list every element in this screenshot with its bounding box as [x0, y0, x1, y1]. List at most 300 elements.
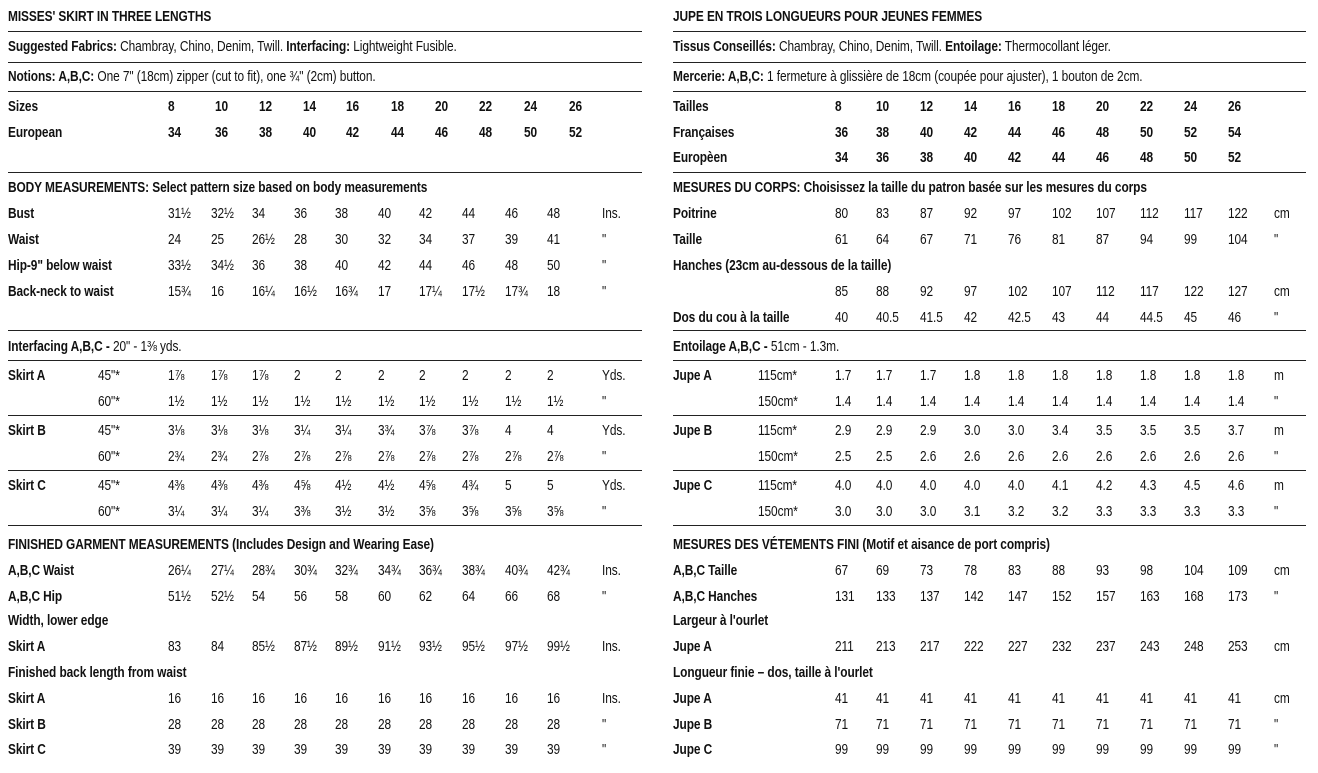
- divider: [673, 360, 1306, 361]
- size-cell: 36: [876, 150, 890, 166]
- size-cell: 10: [876, 99, 890, 115]
- value-cell: 99: [1184, 232, 1198, 248]
- row-label: A,B,C Hip: [8, 588, 63, 605]
- value-cell: 3.3: [1096, 503, 1113, 520]
- text-line: [673, 35, 1111, 60]
- value-cell: 67: [920, 232, 934, 248]
- unit-label: ": [602, 742, 607, 758]
- value-cell: 16¾: [335, 284, 358, 300]
- value-cell: 16: [419, 691, 433, 707]
- text-row: [673, 609, 1306, 634]
- value-cell: 253: [1228, 639, 1248, 655]
- value-cell: 39: [168, 742, 182, 758]
- value-cell: 41: [1052, 691, 1066, 707]
- value-cell: 3⅞: [419, 423, 436, 439]
- value-cell: 3.3: [1140, 503, 1157, 520]
- value-cell: 107: [1052, 284, 1072, 300]
- fabric-width: 45"*: [98, 368, 120, 384]
- text-line: [673, 335, 839, 360]
- value-cell: 2⅞: [294, 448, 311, 465]
- value-cell: 42.5: [1008, 310, 1031, 326]
- divider: [8, 62, 642, 63]
- value-cell: 99: [1140, 742, 1154, 758]
- size-cell: 42: [1008, 150, 1022, 166]
- value-cell: 1.4: [1184, 393, 1201, 410]
- value-cell: 28: [419, 716, 433, 733]
- divider: [8, 330, 642, 331]
- text-line: [8, 335, 182, 360]
- value-cell: 3.3: [1228, 503, 1245, 520]
- value-cell: 1.4: [1228, 393, 1245, 410]
- value-cell: 87: [1096, 232, 1110, 248]
- value-cell: 46: [505, 206, 519, 222]
- value-cell: 32½: [211, 206, 234, 222]
- value-cell: 211: [835, 639, 854, 655]
- divider: [8, 91, 642, 92]
- unit-label: ": [1274, 742, 1279, 758]
- size-cell: 22: [479, 99, 493, 115]
- value-cell: 3.2: [1052, 503, 1069, 520]
- chart-title: JUPE EN TROIS LONGUEURS POUR JEUNES FEMMES: [673, 9, 983, 25]
- value-cell: 3⅛: [252, 423, 269, 439]
- value-cell: 32: [378, 232, 392, 248]
- value-cell: 1.4: [1052, 393, 1069, 410]
- value-cell: 28: [462, 716, 476, 733]
- size-cell: 38: [920, 150, 934, 166]
- value-cell: 122: [1184, 284, 1204, 300]
- value-cell: 83: [876, 206, 890, 222]
- yardage-row: [8, 390, 642, 415]
- value-cell: 2.6: [1228, 448, 1245, 465]
- value-cell: 4: [505, 423, 512, 439]
- size-label: European: [8, 124, 63, 141]
- value-cell: 4.1: [1052, 478, 1069, 494]
- row-label: Skirt C: [8, 742, 46, 758]
- value-cell: 44: [1096, 310, 1110, 326]
- value-cell: 36¾: [419, 563, 442, 579]
- value-cell: 94: [1140, 232, 1154, 248]
- size-cell: 48: [1140, 150, 1154, 166]
- size-cell: 46: [1096, 150, 1110, 166]
- text-row: [673, 65, 1306, 90]
- value-cell: 3¾: [378, 423, 395, 439]
- value-cell: 3¼: [168, 503, 185, 520]
- value-cell: 3.0: [876, 503, 893, 520]
- unit-label: Ins.: [602, 691, 621, 707]
- divider: [8, 172, 642, 173]
- data-row: [8, 202, 642, 227]
- value-cell: 28: [252, 716, 266, 733]
- unit-label: cm: [1274, 563, 1290, 579]
- value-cell: 131: [835, 588, 855, 605]
- text-line: [8, 176, 427, 201]
- value-cell: 39: [378, 742, 392, 758]
- value-cell: 27¼: [211, 563, 234, 579]
- fabric-width: 60"*: [98, 503, 120, 520]
- value-cell: 3⅛: [211, 423, 228, 439]
- value-cell: 71: [1228, 716, 1242, 733]
- value-cell: 39: [419, 742, 433, 758]
- value-cell: 99½: [547, 639, 570, 655]
- size-cell: 52: [569, 124, 583, 141]
- value-cell: 28: [547, 716, 561, 733]
- value-cell: 1.4: [835, 393, 852, 410]
- value-cell: 68: [547, 588, 561, 605]
- divider: [673, 31, 1306, 32]
- value-cell: 2⅞: [505, 448, 522, 465]
- text-row: [8, 661, 642, 686]
- unit-label: m: [1274, 368, 1284, 384]
- value-cell: 4.5: [1184, 478, 1201, 494]
- value-cell: 41: [835, 691, 849, 707]
- value-cell: 222: [964, 639, 984, 655]
- value-cell: 28: [505, 716, 519, 733]
- value-cell: 62: [419, 588, 433, 605]
- value-cell: 64: [876, 232, 890, 248]
- value-cell: 40: [378, 206, 392, 222]
- value-cell: 4½: [378, 478, 395, 494]
- value-cell: 18: [547, 284, 561, 300]
- value-cell: 4¾: [462, 478, 479, 494]
- unit-label: cm: [1274, 691, 1290, 707]
- value-cell: 41: [1140, 691, 1154, 707]
- value-cell: 44.5: [1140, 310, 1163, 326]
- value-cell: 56: [294, 588, 308, 605]
- unit-label: ": [602, 588, 607, 605]
- value-cell: 93: [1096, 563, 1110, 579]
- value-cell: 71: [1096, 716, 1110, 733]
- data-row: [8, 738, 642, 763]
- garment-label: Jupe C: [673, 478, 713, 494]
- value-cell: 3½: [335, 503, 352, 520]
- value-cell: 4: [547, 423, 554, 439]
- data-row: [673, 585, 1306, 610]
- value-cell: 28: [378, 716, 392, 733]
- value-cell: 3.0: [1008, 423, 1025, 439]
- value-cell: 99: [1052, 742, 1066, 758]
- size-label: Sizes: [8, 99, 39, 115]
- text-row: [8, 5, 642, 30]
- value-cell: 39: [294, 742, 308, 758]
- value-cell: 102: [1008, 284, 1028, 300]
- garment-label: Jupe B: [673, 423, 713, 439]
- unit-label: ": [602, 448, 607, 465]
- text-row: [673, 254, 1306, 279]
- data-row: [8, 280, 642, 305]
- value-cell: 102: [1052, 206, 1072, 222]
- text-line: [673, 254, 891, 279]
- data-row: [8, 635, 642, 660]
- fabric-width: 60"*: [98, 448, 120, 465]
- value-cell: 4⅝: [419, 478, 436, 494]
- value-cell: 39: [252, 742, 266, 758]
- finished-heading: FINISHED GARMENT MEASUREMENTS (Includes Design and Wearing Ease): [8, 537, 434, 553]
- value-cell: 2: [462, 368, 469, 384]
- size-cell: 54: [1228, 124, 1242, 141]
- divider: [673, 525, 1306, 526]
- value-cell: 42¾: [547, 563, 570, 579]
- value-cell: 3.5: [1140, 423, 1157, 439]
- data-row: [673, 306, 1306, 331]
- value-cell: 60: [378, 588, 392, 605]
- fabric-width: 150cm*: [758, 503, 798, 520]
- row-label: A,B,C Hanches: [673, 588, 758, 605]
- text-line: [8, 35, 457, 60]
- data-row: [8, 713, 642, 738]
- value-cell: 71: [1008, 716, 1022, 733]
- size-cell: 26: [1228, 99, 1242, 115]
- value-cell: 2.6: [920, 448, 937, 465]
- value-cell: 4.0: [876, 478, 893, 494]
- row-label: Skirt A: [8, 691, 46, 707]
- value-cell: 1.4: [1096, 393, 1113, 410]
- yardage-row: [673, 445, 1306, 470]
- value-cell: 34: [252, 206, 266, 222]
- value-cell: 2.9: [920, 423, 937, 439]
- value-cell: 4⅜: [168, 478, 185, 494]
- value-cell: 39: [211, 742, 225, 758]
- row-label: Hip-9" below waist: [8, 258, 112, 274]
- length-heading: Longueur finie – dos, taille à l'ourlet: [673, 665, 873, 681]
- text-line: [8, 609, 108, 634]
- value-cell: 64: [462, 588, 476, 605]
- value-cell: 2¾: [211, 448, 228, 465]
- value-cell: 73: [920, 563, 934, 579]
- size-cell: 40: [920, 124, 934, 141]
- unit-label: Yds.: [602, 478, 626, 494]
- text-line: [673, 176, 1147, 201]
- french-size-chart: [673, 0, 1306, 773]
- size-cell: 44: [391, 124, 405, 141]
- value-cell: 1.7: [876, 368, 893, 384]
- value-cell: 89½: [335, 639, 358, 655]
- finished-heading: MESURES DES VÉTEMENTS FINI (Motif et aisance de port compris): [673, 537, 1050, 553]
- value-cell: 85: [835, 284, 849, 300]
- divider: [8, 415, 642, 416]
- value-cell: 99: [835, 742, 849, 758]
- value-cell: 26½: [252, 232, 275, 248]
- value-cell: 3¼: [335, 423, 352, 439]
- value-cell: 16: [378, 691, 392, 707]
- row-label: Jupe B: [673, 716, 713, 733]
- value-cell: 3.5: [1096, 423, 1113, 439]
- value-cell: 1.4: [920, 393, 937, 410]
- value-cell: 2.5: [835, 448, 852, 465]
- value-cell: 16: [294, 691, 308, 707]
- size-cell: 46: [1052, 124, 1066, 141]
- interfacing-row-label: Entoilage A,B,C -: [673, 339, 771, 355]
- size-cell: 22: [1140, 99, 1154, 115]
- row-label: Dos du cou à la taille: [673, 310, 790, 326]
- notions-value: 1 fermeture à glissière de 18cm (coupée pour ajuster), 1 bouton de 2cm.: [763, 69, 1143, 85]
- value-cell: 67: [835, 563, 849, 579]
- size-cell: 8: [835, 99, 842, 115]
- size-cell: 40: [964, 150, 978, 166]
- text-row: [8, 65, 642, 90]
- value-cell: 1⅞: [211, 368, 228, 384]
- garment-label: Jupe A: [673, 368, 712, 384]
- size-cell: 44: [1052, 150, 1066, 166]
- row-label: Skirt A: [8, 639, 46, 655]
- divider: [673, 330, 1306, 331]
- size-cell: 18: [391, 99, 405, 115]
- value-cell: 26¼: [168, 563, 191, 579]
- value-cell: 16: [211, 284, 225, 300]
- value-cell: 40.5: [876, 310, 899, 326]
- value-cell: 142: [964, 588, 984, 605]
- value-cell: 117: [1184, 206, 1203, 222]
- value-cell: 41: [1096, 691, 1110, 707]
- value-cell: 4⅜: [252, 478, 269, 494]
- value-cell: 97: [964, 284, 978, 300]
- value-cell: 28¾: [252, 563, 275, 579]
- value-cell: 1.8: [1008, 368, 1025, 384]
- value-cell: 3.1: [964, 503, 981, 520]
- value-cell: 69: [876, 563, 890, 579]
- value-cell: 2⅞: [252, 448, 269, 465]
- fabric-width: 115cm*: [758, 368, 797, 384]
- value-cell: 4.3: [1140, 478, 1157, 494]
- size-cell: 16: [1008, 99, 1022, 115]
- value-cell: 16: [211, 691, 225, 707]
- value-cell: 99: [1096, 742, 1110, 758]
- unit-label: ": [1274, 310, 1279, 326]
- value-cell: 1.8: [1228, 368, 1245, 384]
- divider: [8, 31, 642, 32]
- value-cell: 87½: [294, 639, 317, 655]
- value-cell: 99: [1008, 742, 1022, 758]
- value-cell: 25: [211, 232, 225, 248]
- text-row: [8, 176, 642, 201]
- value-cell: 3⅝: [419, 503, 436, 520]
- yardage-row: [8, 474, 642, 499]
- value-cell: 16: [252, 691, 266, 707]
- size-cell: 14: [303, 99, 317, 115]
- value-cell: 97: [1008, 206, 1022, 222]
- value-cell: 42: [964, 310, 978, 326]
- value-cell: 71: [876, 716, 890, 733]
- divider: [8, 470, 642, 471]
- row-label: Jupe A: [673, 691, 712, 707]
- divider: [673, 62, 1306, 63]
- value-cell: 3½: [378, 503, 395, 520]
- size-cell: 52: [1184, 124, 1198, 141]
- value-cell: 93½: [419, 639, 442, 655]
- unit-label: ": [1274, 393, 1279, 410]
- data-row: [673, 713, 1306, 738]
- size-cell: 42: [346, 124, 360, 141]
- value-cell: 58: [335, 588, 349, 605]
- fabric-width: 150cm*: [758, 448, 798, 465]
- value-cell: 3⅜: [294, 503, 311, 520]
- fabric-width: 115cm*: [758, 423, 797, 439]
- unit-label: ": [602, 258, 607, 274]
- unit-label: m: [1274, 423, 1284, 439]
- chart-title: MISSES' SKIRT IN THREE LENGTHS: [8, 9, 212, 25]
- value-cell: 2.5: [876, 448, 893, 465]
- value-cell: 3⅝: [462, 503, 479, 520]
- row-label: Jupe C: [673, 742, 713, 758]
- unit-label: cm: [1274, 284, 1290, 300]
- value-cell: 99: [1184, 742, 1198, 758]
- divider: [673, 415, 1306, 416]
- size-cell: 20: [1096, 99, 1110, 115]
- data-row: [673, 635, 1306, 660]
- unit-label: Yds.: [602, 423, 626, 439]
- text-row: [8, 609, 642, 634]
- value-cell: 16: [462, 691, 476, 707]
- value-cell: 71: [835, 716, 849, 733]
- value-cell: 1½: [168, 393, 185, 410]
- unit-label: m: [1274, 478, 1284, 494]
- value-cell: 4.0: [835, 478, 852, 494]
- english-size-chart: [8, 0, 642, 773]
- value-cell: 40: [335, 258, 349, 274]
- yardage-row: [673, 390, 1306, 415]
- value-cell: 41: [1228, 691, 1242, 707]
- size-cell: 12: [259, 99, 273, 115]
- value-cell: 2.9: [876, 423, 893, 439]
- value-cell: 34½: [211, 258, 234, 274]
- value-cell: 3.0: [920, 503, 937, 520]
- row-label: Jupe A: [673, 639, 712, 655]
- size-cell: 50: [524, 124, 538, 141]
- value-cell: 87: [920, 206, 934, 222]
- value-cell: 1⅞: [252, 368, 269, 384]
- value-cell: 107: [1096, 206, 1116, 222]
- value-cell: 3⅛: [168, 423, 185, 439]
- value-cell: 3.0: [964, 423, 981, 439]
- value-cell: 147: [1008, 588, 1028, 605]
- value-cell: 1.7: [835, 368, 852, 384]
- value-cell: 42: [419, 206, 433, 222]
- value-cell: 163: [1140, 588, 1160, 605]
- value-cell: 28: [294, 716, 308, 733]
- value-cell: 1½: [462, 393, 479, 410]
- text-row: [673, 335, 1306, 360]
- value-cell: 66: [505, 588, 519, 605]
- value-cell: 42: [378, 258, 392, 274]
- text-row: [8, 335, 642, 360]
- width-heading: Width, lower edge: [8, 613, 109, 629]
- text-row: [673, 35, 1306, 60]
- value-cell: 4⅜: [211, 478, 228, 494]
- row-label: Waist: [8, 232, 39, 248]
- unit-label: Ins.: [602, 639, 621, 655]
- size-cell: 26: [569, 99, 583, 115]
- value-cell: 3⅝: [547, 503, 564, 520]
- value-cell: 16: [335, 691, 349, 707]
- value-cell: 3.2: [1008, 503, 1025, 520]
- unit-label: ": [602, 503, 607, 520]
- value-cell: 41.5: [920, 310, 943, 326]
- value-cell: 41: [547, 232, 561, 248]
- value-cell: 3⅝: [505, 503, 522, 520]
- value-cell: 92: [920, 284, 934, 300]
- size-cell: 14: [964, 99, 978, 115]
- yardage-row: [673, 364, 1306, 389]
- divider: [673, 91, 1306, 92]
- value-cell: 17: [378, 284, 392, 300]
- size-row: [673, 95, 1306, 120]
- interfacing-label: Interfacing:: [286, 39, 351, 55]
- data-row: [673, 202, 1306, 227]
- size-cell: 40: [303, 124, 317, 141]
- row-label: A,B,C Waist: [8, 563, 75, 579]
- value-cell: 37: [462, 232, 476, 248]
- value-cell: 30¾: [294, 563, 317, 579]
- unit-label: ": [602, 232, 607, 248]
